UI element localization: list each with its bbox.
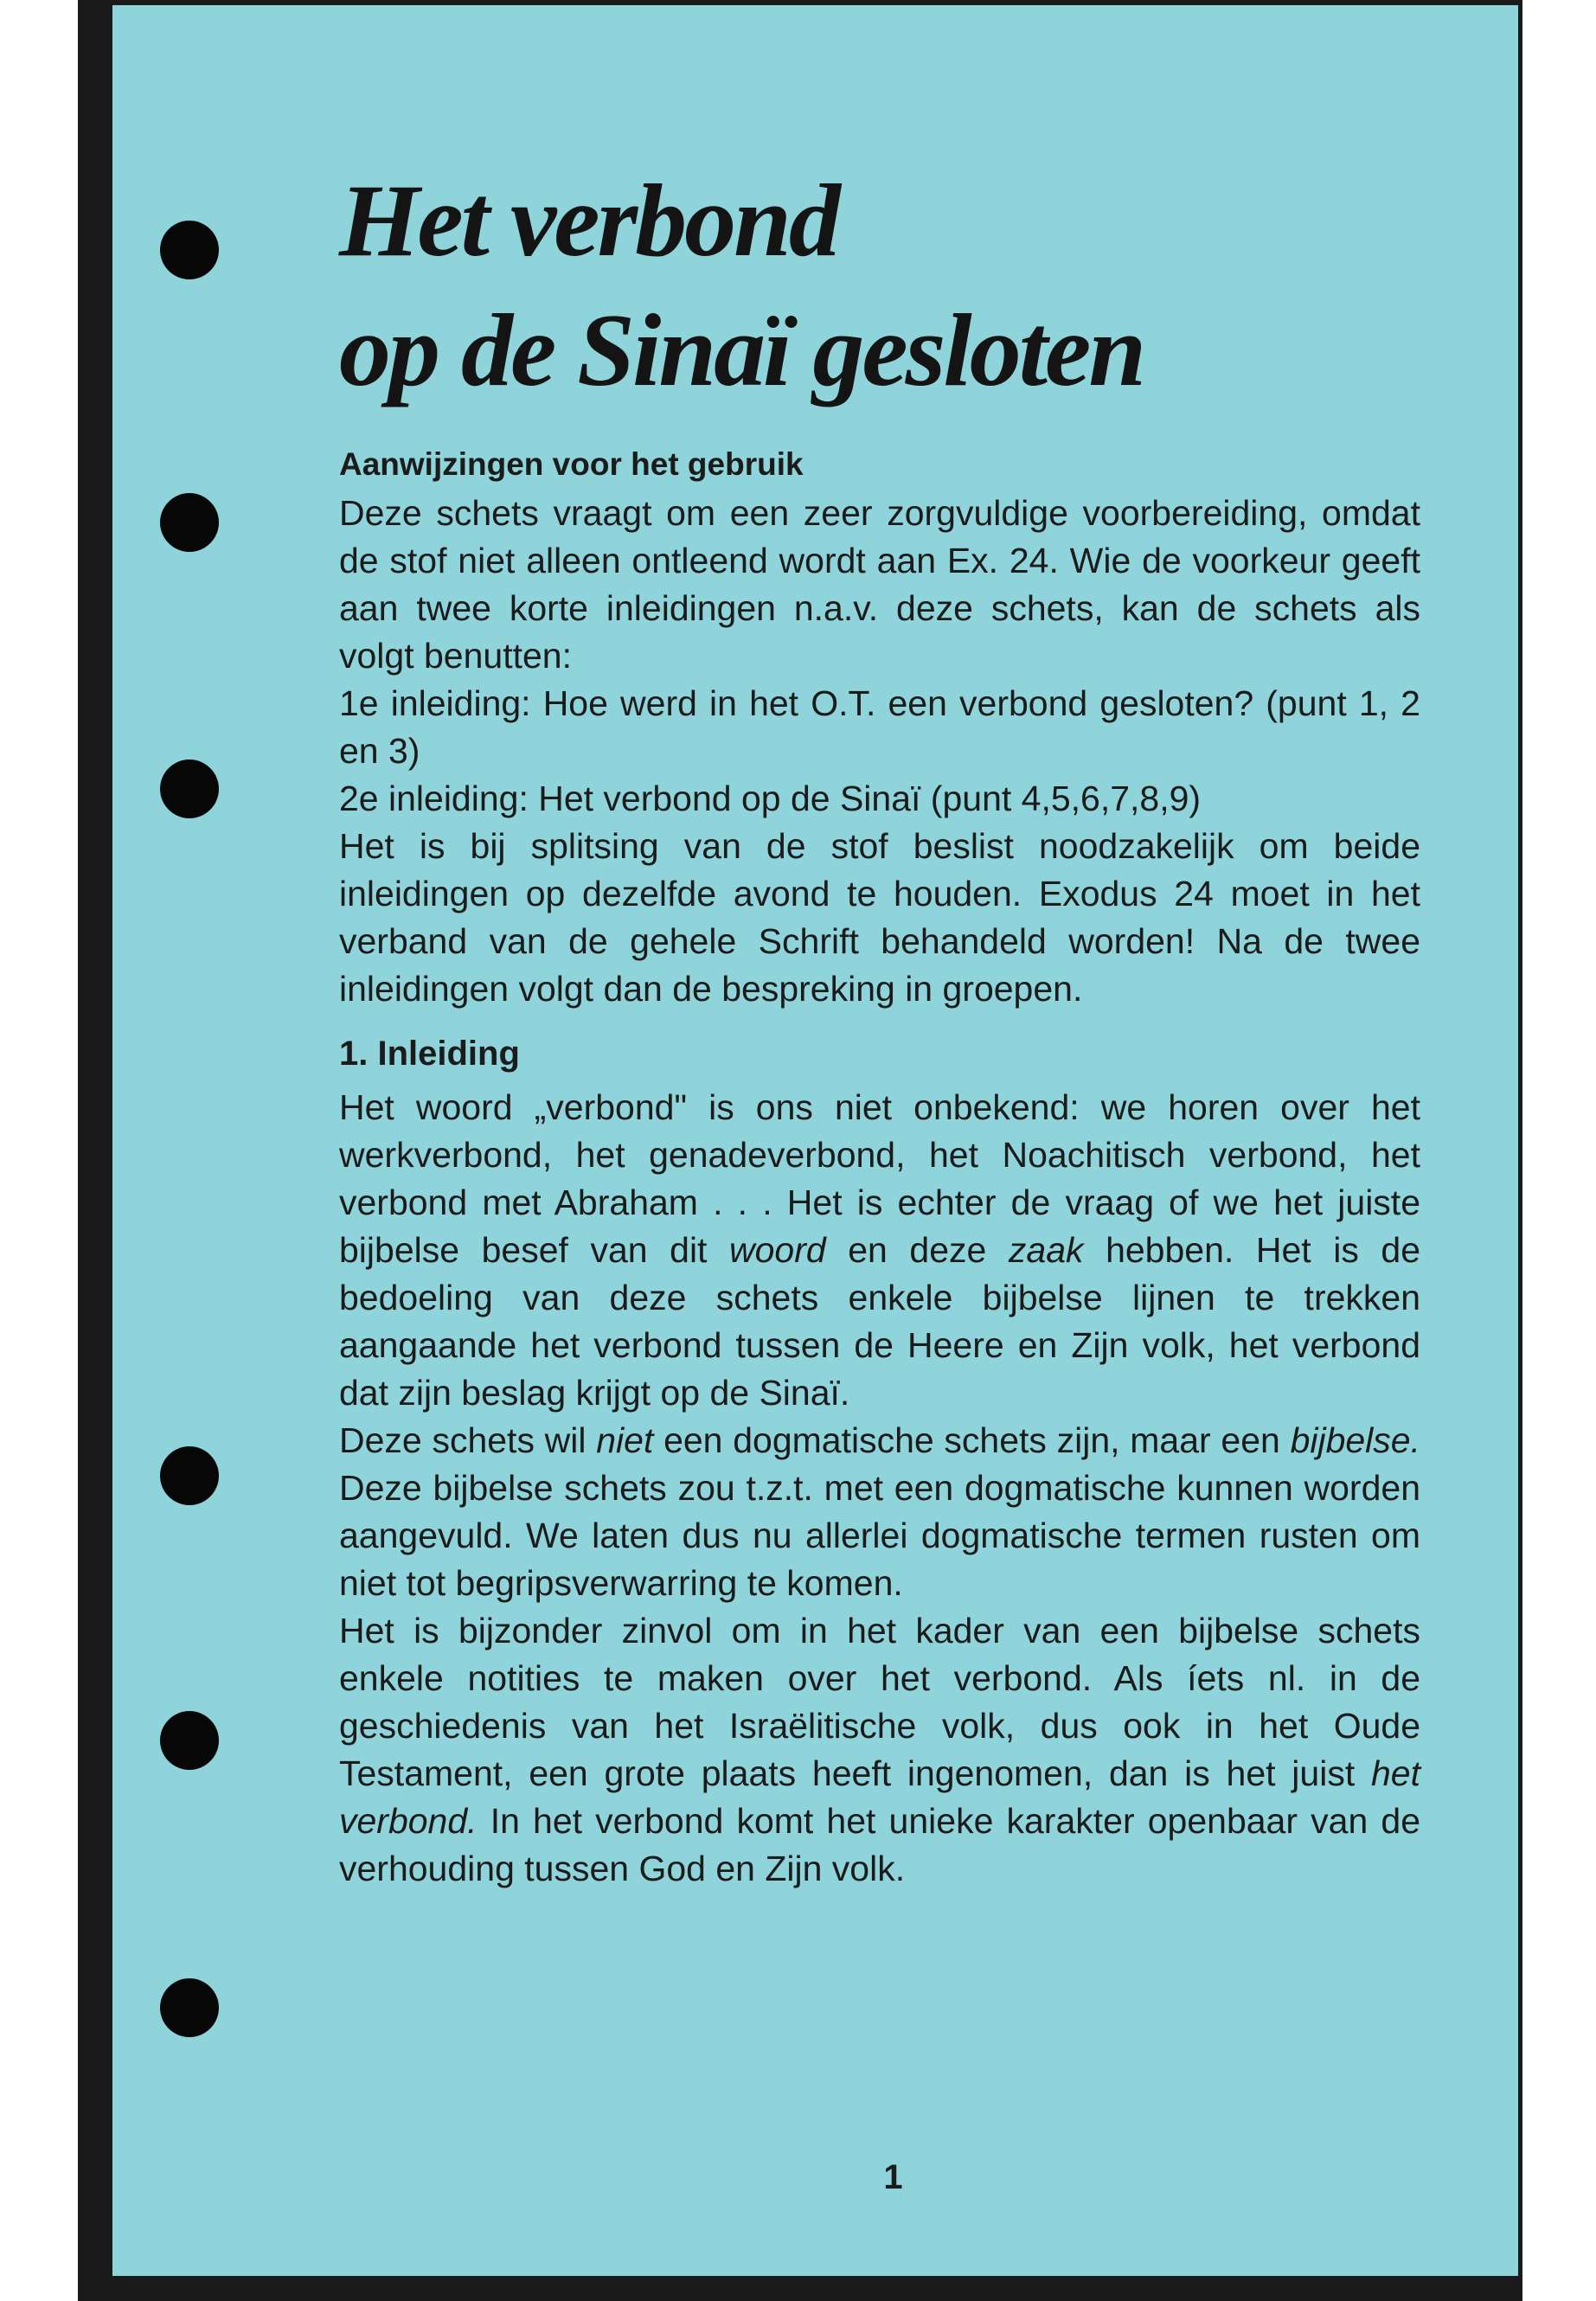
text-run: Het woord „verbond" is ons niet onbekend: we horen over het werkverbond, het genadeverbond, het Noachitisch verbond, het verbond met Abraham . . . Het is echter de vraag of we het juiste bijbelse besef van dit (339, 1087, 1420, 1270)
punch-hole (160, 493, 219, 552)
emphasis-text: zaak (1008, 1230, 1084, 1270)
text-run: In het verbond komt het unieke karakter openbaar van de verhouding tussen God en Zijn volk. (339, 1801, 1420, 1888)
title-line-2: op de Sinaï gesloten (339, 292, 1144, 407)
page-title (339, 156, 1420, 415)
punch-hole (160, 1978, 219, 2037)
instructions-heading: Aanwijzingen voor het gebruik (339, 446, 804, 482)
text-run: Deze schets wil (339, 1420, 597, 1460)
emphasis-text: woord (729, 1230, 826, 1270)
text-run: Het is bijzonder zinvol om in het kader van een bijbelse schets enkele notities te maken over het verbond. Als íets nl. in de geschiedenis van het Israëlitische volk, dus ook in het Oude Testament, een grote plaats heeft ingenomen, dan is het juist (339, 1611, 1420, 1793)
text-run: hebben. Het is de bedoeling van deze schets enkele bijbelse lijnen te trekken aangaande het verbond tussen de Heere en Zijn volk, het verbond dat zijn beslag krijgt op de Sinaï. (339, 1230, 1420, 1413)
page-number-text: 1 (883, 2158, 903, 2196)
emphasis-text: niet (596, 1420, 654, 1460)
instructions-note: Het is bij splitsing van de stof beslist noodzakelijk om beide inleidingen op dezelfde avond te houden. Exodus 24 moet in het verband van de gehele Schrift behandeld worden! Na de twee inleidingen volgt dan de bespreking in groepen. (339, 826, 1420, 1009)
instructions-first-lecture: 1e inleiding: Hoe werd in het O.T. een verbond gesloten? (punt 1, 2 en 3) (339, 683, 1420, 771)
text-run: Deze bijbelse schets zou t.z.t. met een dogmatische kunnen worden aangevuld. We laten dus nu allerlei dogmatische termen rusten om niet tot begripsverwarring te komen. (339, 1468, 1420, 1603)
page-number (0, 2158, 1596, 2197)
punch-hole (160, 221, 219, 279)
document-content (339, 156, 1420, 1893)
title-line-1: Het verbond (339, 163, 838, 278)
emphasis-text: het verbond. (339, 1753, 1420, 1841)
section-heading: 1. Inleiding (339, 1035, 520, 1073)
punch-hole (160, 760, 219, 818)
punch-hole (160, 1446, 219, 1505)
text-run: een dogmatische schets zijn, maar een (653, 1420, 1291, 1460)
section-paragraph-1 (339, 1084, 1420, 1417)
section-paragraph-3 (339, 1607, 1420, 1893)
text-run: en deze (825, 1230, 1009, 1270)
punch-hole (160, 1711, 219, 1770)
emphasis-text: bijbelse. (1290, 1420, 1420, 1460)
instructions-paragraph: Deze schets vraagt om een zeer zorgvuldige voorbereiding, omdat de stof niet alleen ontleend wordt aan Ex. 24. Wie de voorkeur geeft aan twee korte inleidingen n.a.v. deze schets, kan de schets als volgt benutten: (339, 493, 1420, 676)
instructions-second-lecture: 2e inleiding: Het verbond op de Sinaï (punt 4,5,6,7,8,9) (339, 779, 1202, 818)
section-paragraph-2 (339, 1417, 1420, 1607)
